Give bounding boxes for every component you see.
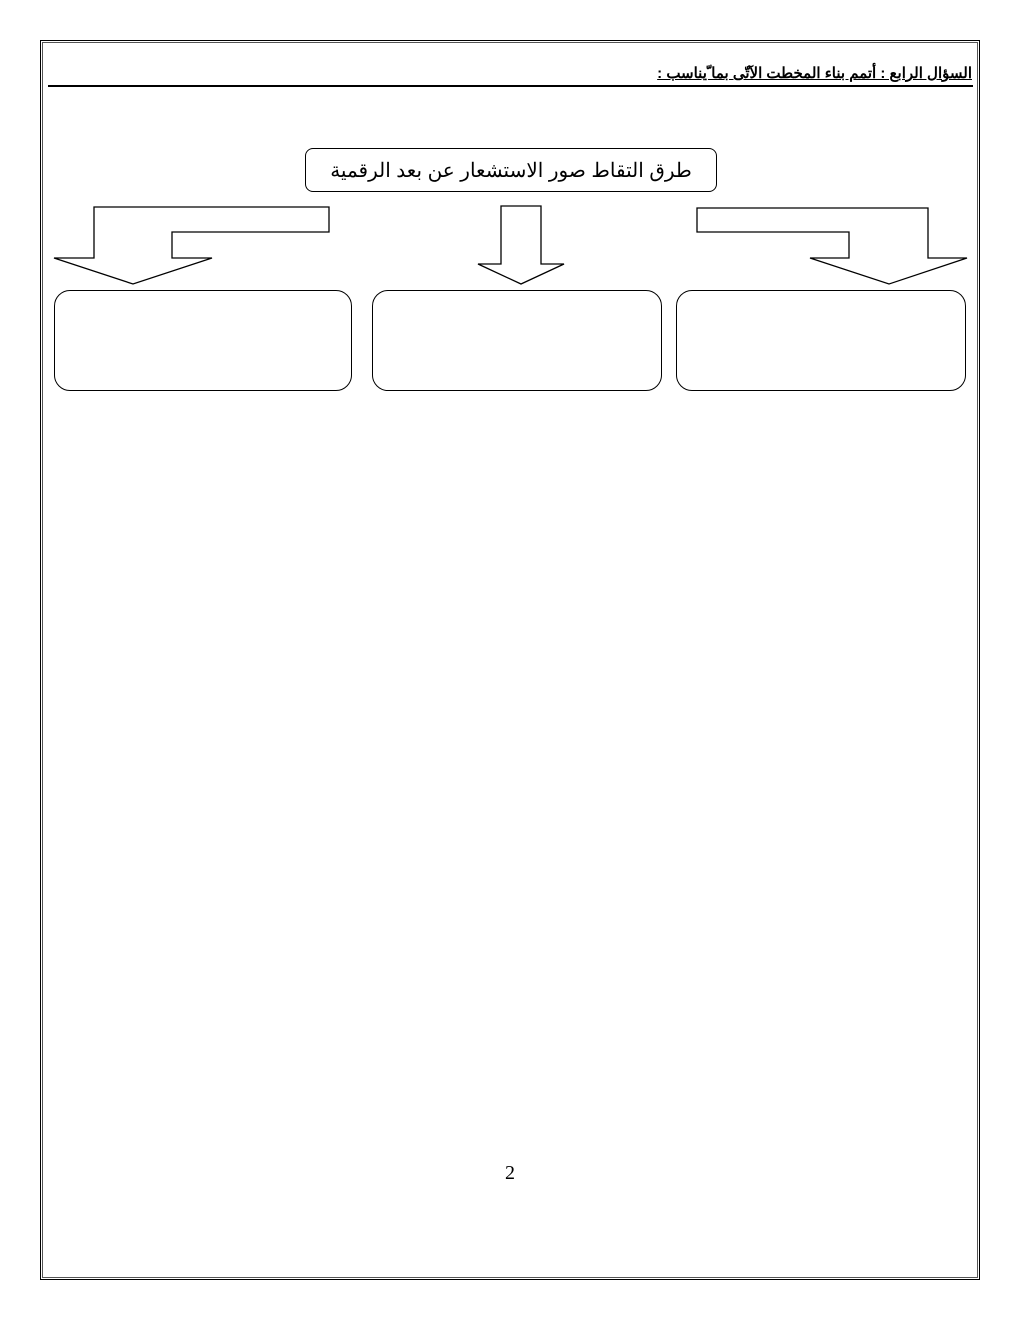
page-border [40,40,980,1280]
heading-underline [48,85,973,87]
question-heading: السؤال الرابع : أتمم بناء المخطت الآتّى بما ّيناسب : [657,65,972,82]
answer-box-right[interactable] [676,290,966,391]
answer-box-left[interactable] [54,290,352,391]
diagram-main-node: طرق التقاط صور الاستشعار عن بعد الرقمية [305,148,717,192]
answer-box-middle[interactable] [372,290,662,391]
page-number: 2 [505,1162,515,1184]
